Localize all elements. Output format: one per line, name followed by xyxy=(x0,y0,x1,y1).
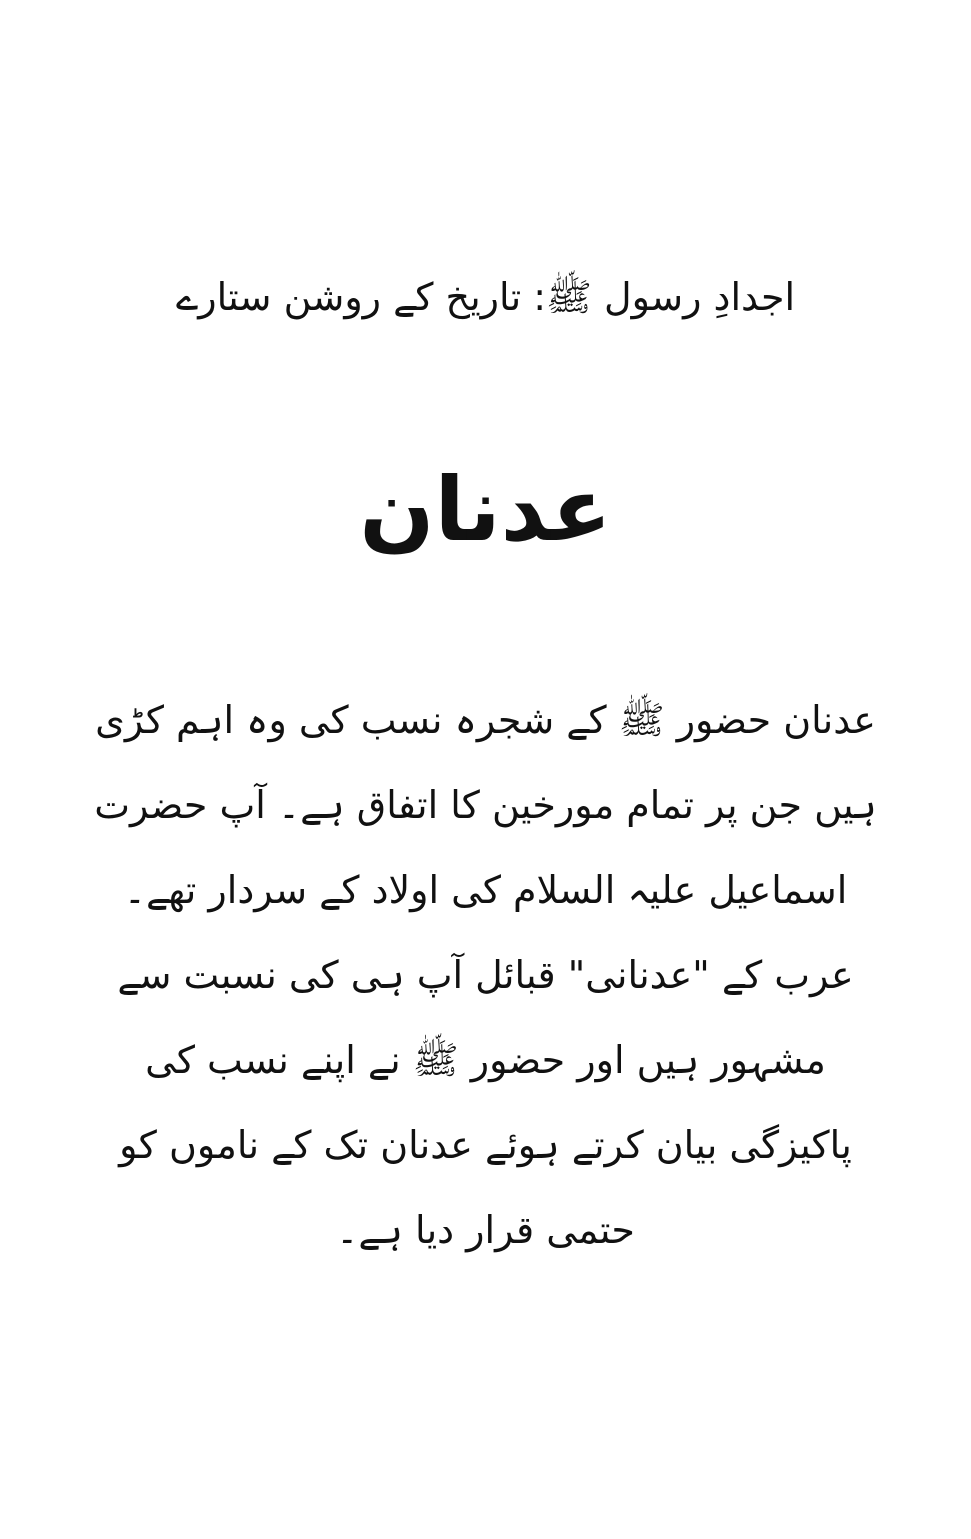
body-line: پاکیزگی بیان کرتے ہوئے عدنان تک کے ناموں کو xyxy=(119,1123,852,1167)
body-line: ہیں جن پر تمام مورخین کا اتفاق ہے۔ آپ حضرت xyxy=(94,783,877,827)
body-line: حتمی قرار دیا ہے۔ xyxy=(336,1208,635,1252)
body-line: عرب کے "عدنانی" قبائل آپ ہی کی نسبت سے xyxy=(117,953,854,997)
body-paragraph xyxy=(90,678,881,1273)
body-line: اسماعیل علیہ السلام کی اولاد کے سردار تھے۔ xyxy=(123,868,848,912)
body-line: مشہور ہیں اور حضور ﷺ نے اپنے نسب کی xyxy=(145,1038,826,1082)
series-title: اجدادِ رسول ﷺ: تاریخ کے روشن ستارے xyxy=(175,275,796,319)
body-line: عدنان حضور ﷺ کے شجرہ نسب کی وہ اہم کڑی xyxy=(95,698,876,742)
page-heading: عدنان xyxy=(359,458,612,561)
